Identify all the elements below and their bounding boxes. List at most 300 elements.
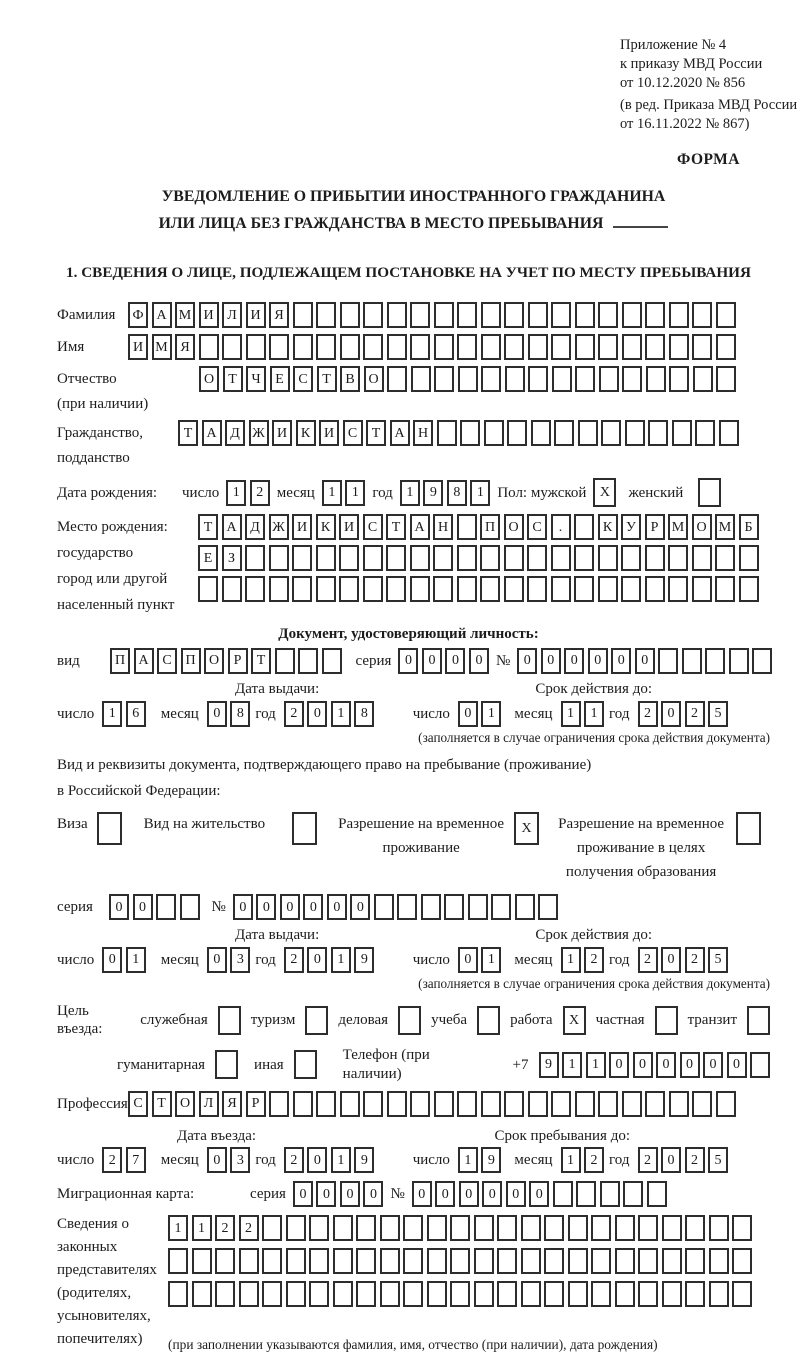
form-cell[interactable]: С [343,420,363,446]
form-cell[interactable] [528,1091,548,1117]
form-cell[interactable] [527,545,547,571]
form-cell[interactable] [309,1215,329,1241]
form-cell[interactable] [481,1091,501,1117]
form-cell[interactable]: 1 [584,701,604,727]
form-cell[interactable]: 0 [256,894,276,920]
form-cell[interactable] [622,334,642,360]
form-cell[interactable] [576,1181,596,1207]
form-cell[interactable] [695,420,715,446]
form-cell[interactable] [747,1006,770,1035]
representatives-line1-input[interactable] [168,1215,752,1241]
form-cell[interactable]: 2 [284,947,304,973]
form-cell[interactable] [245,545,265,571]
form-cell[interactable]: 1 [561,947,581,973]
form-cell[interactable] [568,1281,588,1307]
form-cell[interactable]: И [246,302,266,328]
form-cell[interactable] [645,302,665,328]
form-cell[interactable] [669,334,689,360]
form-cell[interactable] [692,576,712,602]
patronymic-input[interactable] [199,366,736,392]
form-cell[interactable] [269,1091,289,1117]
form-cell[interactable] [156,894,176,920]
form-cell[interactable] [239,1281,259,1307]
form-cell[interactable] [380,1281,400,1307]
permit-series-input[interactable] [109,894,200,920]
form-cell[interactable]: 1 [458,1147,478,1173]
migration-number-input[interactable] [412,1181,667,1207]
form-cell[interactable]: 9 [539,1052,559,1078]
form-cell[interactable] [709,1281,729,1307]
birth-place-line2-input[interactable] [198,545,759,571]
form-cell[interactable] [662,1281,682,1307]
representatives-line2-input[interactable] [168,1248,752,1274]
form-cell[interactable] [403,1281,423,1307]
form-cell[interactable] [305,1006,328,1035]
form-cell[interactable]: С [363,514,383,540]
permit-issue-year-input[interactable] [284,947,375,973]
form-cell[interactable] [669,366,689,392]
form-cell[interactable] [275,648,295,674]
form-cell[interactable]: 0 [102,947,122,973]
form-cell[interactable]: 2 [685,701,705,727]
form-cell[interactable] [363,545,383,571]
form-cell[interactable] [97,812,122,845]
form-cell[interactable] [645,334,665,360]
form-cell[interactable]: 8 [447,480,467,506]
form-cell[interactable]: Т [223,366,243,392]
issue-year-input[interactable] [284,701,375,727]
form-cell[interactable]: 5 [708,1147,728,1173]
form-cell[interactable] [600,1181,620,1207]
form-cell[interactable] [646,366,666,392]
form-cell[interactable]: О [364,366,384,392]
form-cell[interactable]: 9 [354,1147,374,1173]
form-cell[interactable] [477,1006,500,1035]
form-cell[interactable] [294,1050,317,1079]
form-cell[interactable] [698,478,721,507]
form-cell[interactable] [410,302,430,328]
form-cell[interactable]: 9 [481,1147,501,1173]
form-cell[interactable] [709,1215,729,1241]
form-cell[interactable] [685,1215,705,1241]
form-cell[interactable] [685,1248,705,1274]
form-cell[interactable] [292,576,312,602]
form-cell[interactable]: 0 [280,894,300,920]
purpose-official-checkbox[interactable] [218,1006,241,1035]
form-cell[interactable] [410,334,430,360]
form-cell[interactable]: 0 [133,894,153,920]
form-cell[interactable]: И [272,420,292,446]
form-cell[interactable] [551,334,571,360]
birth-day-input[interactable] [226,480,270,506]
sex-male-checkbox[interactable] [593,478,616,507]
form-cell[interactable]: К [316,514,336,540]
form-cell[interactable] [504,576,524,602]
form-cell[interactable]: 0 [327,894,347,920]
form-cell[interactable] [380,1248,400,1274]
form-cell[interactable] [693,366,713,392]
form-cell[interactable] [497,1215,517,1241]
form-cell[interactable] [218,1006,241,1035]
form-cell[interactable]: 2 [584,1147,604,1173]
form-cell[interactable]: 2 [685,1147,705,1173]
form-cell[interactable]: X [563,1006,586,1035]
form-cell[interactable] [736,812,761,845]
form-cell[interactable] [239,1248,259,1274]
form-cell[interactable] [286,1281,306,1307]
form-cell[interactable] [222,576,242,602]
temp-residence-checkbox[interactable] [514,812,539,845]
form-cell[interactable] [309,1281,329,1307]
form-cell[interactable]: О [204,648,224,674]
form-cell[interactable]: Т [317,366,337,392]
birth-month-input[interactable] [322,480,366,506]
form-cell[interactable]: И [339,514,359,540]
form-cell[interactable]: 2 [284,1147,304,1173]
form-cell[interactable] [410,545,430,571]
form-cell[interactable] [622,366,642,392]
form-cell[interactable] [339,545,359,571]
form-cell[interactable]: Т [386,514,406,540]
form-cell[interactable]: О [504,514,524,540]
form-cell[interactable] [575,1091,595,1117]
form-cell[interactable] [574,545,594,571]
form-cell[interactable]: Д [225,420,245,446]
form-cell[interactable] [615,1281,635,1307]
form-cell[interactable] [192,1248,212,1274]
form-cell[interactable] [554,420,574,446]
visa-checkbox[interactable] [97,812,122,845]
form-cell[interactable]: 2 [102,1147,122,1173]
form-cell[interactable]: Т [251,648,271,674]
form-cell[interactable] [481,334,501,360]
form-cell[interactable] [739,576,759,602]
surname-input[interactable] [128,302,736,328]
form-cell[interactable] [215,1248,235,1274]
form-cell[interactable]: 0 [541,648,561,674]
form-cell[interactable] [484,420,504,446]
form-cell[interactable] [692,1091,712,1117]
form-cell[interactable]: 1 [481,947,501,973]
form-cell[interactable] [474,1281,494,1307]
form-cell[interactable]: З [222,545,242,571]
form-cell[interactable]: Т [178,420,198,446]
form-cell[interactable]: А [222,514,242,540]
form-cell[interactable] [625,420,645,446]
form-cell[interactable] [292,812,317,845]
form-cell[interactable] [457,302,477,328]
valid-day-input[interactable] [458,701,502,727]
stay-month-input[interactable] [561,1147,605,1173]
purpose-other-checkbox[interactable] [294,1050,317,1079]
permit-issue-day-input[interactable] [102,947,146,973]
form-cell[interactable]: Т [152,1091,172,1117]
stay-year-input[interactable] [638,1147,729,1173]
form-cell[interactable] [262,1281,282,1307]
form-cell[interactable]: 6 [126,701,146,727]
form-cell[interactable]: 0 [661,1147,681,1173]
form-cell[interactable] [739,545,759,571]
form-cell[interactable] [434,1091,454,1117]
form-cell[interactable]: Т [366,420,386,446]
form-cell[interactable] [601,420,621,446]
form-cell[interactable]: Л [199,1091,219,1117]
form-cell[interactable] [387,366,407,392]
form-cell[interactable]: 0 [398,648,418,674]
purpose-business-checkbox[interactable] [398,1006,421,1035]
form-cell[interactable]: Т [198,514,218,540]
form-cell[interactable] [434,302,454,328]
form-cell[interactable] [298,648,318,674]
form-cell[interactable]: 0 [233,894,253,920]
form-cell[interactable] [491,894,511,920]
form-cell[interactable] [575,302,595,328]
form-cell[interactable] [363,1091,383,1117]
form-cell[interactable] [403,1248,423,1274]
form-cell[interactable] [333,1215,353,1241]
form-cell[interactable] [363,302,383,328]
form-cell[interactable]: 0 [207,947,227,973]
form-cell[interactable] [578,420,598,446]
form-cell[interactable] [386,576,406,602]
form-cell[interactable] [198,576,218,602]
form-cell[interactable]: 1 [192,1215,212,1241]
form-cell[interactable] [715,576,735,602]
birth-place-line1-input[interactable] [198,514,759,540]
form-cell[interactable]: Ж [269,514,289,540]
form-cell[interactable] [575,334,595,360]
form-cell[interactable] [672,420,692,446]
form-cell[interactable] [180,894,200,920]
form-cell[interactable]: О [199,366,219,392]
form-cell[interactable] [286,1215,306,1241]
form-cell[interactable] [716,366,736,392]
form-cell[interactable]: У [621,514,641,540]
permit-number-input[interactable] [233,894,559,920]
form-cell[interactable] [507,420,527,446]
form-cell[interactable]: 1 [481,701,501,727]
form-cell[interactable] [553,1181,573,1207]
form-cell[interactable] [615,1248,635,1274]
form-cell[interactable]: 1 [126,947,146,973]
form-cell[interactable] [192,1281,212,1307]
form-cell[interactable]: 0 [633,1052,653,1078]
form-cell[interactable] [411,366,431,392]
form-cell[interactable]: 0 [340,1181,360,1207]
form-cell[interactable] [457,545,477,571]
form-cell[interactable] [575,366,595,392]
form-cell[interactable]: Ф [128,302,148,328]
form-cell[interactable] [437,420,457,446]
form-cell[interactable] [269,545,289,571]
form-cell[interactable] [293,1091,313,1117]
permit-issue-month-input[interactable] [207,947,251,973]
form-cell[interactable] [598,334,618,360]
sex-female-checkbox[interactable] [698,478,721,507]
form-cell[interactable] [638,1248,658,1274]
form-cell[interactable]: И [199,302,219,328]
form-cell[interactable] [544,1248,564,1274]
form-cell[interactable]: 1 [331,701,351,727]
form-cell[interactable]: П [110,648,130,674]
form-cell[interactable]: М [715,514,735,540]
form-cell[interactable] [316,576,336,602]
form-cell[interactable]: 0 [207,1147,227,1173]
form-cell[interactable] [598,302,618,328]
form-cell[interactable]: Р [246,1091,266,1117]
form-cell[interactable]: 2 [685,947,705,973]
form-cell[interactable]: 1 [561,701,581,727]
form-cell[interactable] [527,576,547,602]
form-cell[interactable] [421,894,441,920]
form-cell[interactable]: Н [413,420,433,446]
form-cell[interactable] [658,648,678,674]
form-cell[interactable]: Е [270,366,290,392]
form-cell[interactable]: Р [645,514,665,540]
form-cell[interactable]: 2 [638,947,658,973]
form-cell[interactable] [574,576,594,602]
form-cell[interactable] [356,1281,376,1307]
form-cell[interactable] [716,1091,736,1117]
form-cell[interactable]: 0 [529,1181,549,1207]
name-input[interactable] [128,334,736,360]
form-cell[interactable]: Я [175,334,195,360]
form-cell[interactable] [622,302,642,328]
form-cell[interactable] [387,302,407,328]
purpose-tourism-checkbox[interactable] [305,1006,328,1035]
form-cell[interactable] [752,648,772,674]
form-cell[interactable]: 0 [316,1181,336,1207]
form-cell[interactable] [316,1091,336,1117]
form-cell[interactable]: Е [198,545,218,571]
form-cell[interactable] [598,1091,618,1117]
form-cell[interactable] [655,1006,678,1035]
form-cell[interactable]: С [293,366,313,392]
form-cell[interactable] [292,545,312,571]
form-cell[interactable] [397,894,417,920]
form-cell[interactable]: 0 [422,648,442,674]
form-cell[interactable] [363,576,383,602]
form-cell[interactable] [682,648,702,674]
form-cell[interactable]: 0 [588,648,608,674]
form-cell[interactable] [450,1248,470,1274]
form-cell[interactable] [568,1215,588,1241]
birth-place-line3-input[interactable] [198,576,759,602]
form-cell[interactable]: М [175,302,195,328]
form-cell[interactable] [692,302,712,328]
form-cell[interactable] [497,1281,517,1307]
form-cell[interactable]: 1 [331,1147,351,1173]
form-cell[interactable] [410,576,430,602]
form-cell[interactable] [638,1281,658,1307]
form-cell[interactable]: 0 [482,1181,502,1207]
form-cell[interactable] [356,1215,376,1241]
valid-year-input[interactable] [638,701,729,727]
form-cell[interactable] [316,545,336,571]
representatives-line3-input[interactable] [168,1281,752,1307]
form-cell[interactable] [531,420,551,446]
purpose-private-checkbox[interactable] [655,1006,678,1035]
form-cell[interactable] [333,1248,353,1274]
profession-input[interactable] [128,1091,736,1117]
form-cell[interactable] [591,1215,611,1241]
form-cell[interactable]: 0 [307,701,327,727]
form-cell[interactable] [316,334,336,360]
form-cell[interactable] [521,1248,541,1274]
form-cell[interactable] [340,302,360,328]
form-cell[interactable] [474,1248,494,1274]
form-cell[interactable]: 2 [638,1147,658,1173]
form-cell[interactable] [515,894,535,920]
form-cell[interactable] [497,1248,517,1274]
form-cell[interactable] [599,366,619,392]
form-cell[interactable] [316,302,336,328]
entry-month-input[interactable] [207,1147,251,1173]
form-cell[interactable] [544,1215,564,1241]
form-cell[interactable] [685,1281,705,1307]
form-cell[interactable] [168,1248,188,1274]
form-cell[interactable] [648,420,668,446]
form-cell[interactable] [719,420,739,446]
issue-day-input[interactable] [102,701,146,727]
form-cell[interactable] [551,576,571,602]
form-cell[interactable]: С [157,648,177,674]
form-cell[interactable]: 1 [561,1147,581,1173]
form-cell[interactable] [246,334,266,360]
issue-month-input[interactable] [207,701,251,727]
form-cell[interactable]: И [292,514,312,540]
form-cell[interactable]: 0 [458,701,478,727]
form-cell[interactable]: 0 [412,1181,432,1207]
form-cell[interactable] [433,545,453,571]
form-cell[interactable]: П [480,514,500,540]
form-cell[interactable]: 2 [284,701,304,727]
form-cell[interactable]: 3 [230,947,250,973]
form-cell[interactable]: Л [222,302,242,328]
form-cell[interactable] [621,545,641,571]
form-cell[interactable] [505,366,525,392]
form-cell[interactable] [457,576,477,602]
form-cell[interactable]: 2 [584,947,604,973]
form-cell[interactable]: 0 [635,648,655,674]
form-cell[interactable] [647,1181,667,1207]
form-cell[interactable] [521,1281,541,1307]
form-cell[interactable] [468,894,488,920]
form-cell[interactable] [333,1281,353,1307]
form-cell[interactable] [434,334,454,360]
form-cell[interactable] [692,334,712,360]
form-cell[interactable] [474,1215,494,1241]
form-cell[interactable]: 0 [307,947,327,973]
form-cell[interactable] [574,514,594,540]
form-cell[interactable]: М [668,514,688,540]
form-cell[interactable] [293,302,313,328]
form-cell[interactable] [340,1091,360,1117]
birth-year-input[interactable] [400,480,491,506]
form-cell[interactable] [322,648,342,674]
form-cell[interactable] [460,420,480,446]
form-cell[interactable]: 1 [331,947,351,973]
form-cell[interactable] [538,894,558,920]
form-cell[interactable] [623,1181,643,1207]
form-cell[interactable] [215,1050,238,1079]
form-cell[interactable] [551,1091,571,1117]
form-cell[interactable]: А [152,302,172,328]
form-cell[interactable]: А [410,514,430,540]
form-cell[interactable] [552,366,572,392]
form-cell[interactable] [215,1281,235,1307]
form-cell[interactable] [398,1006,421,1035]
